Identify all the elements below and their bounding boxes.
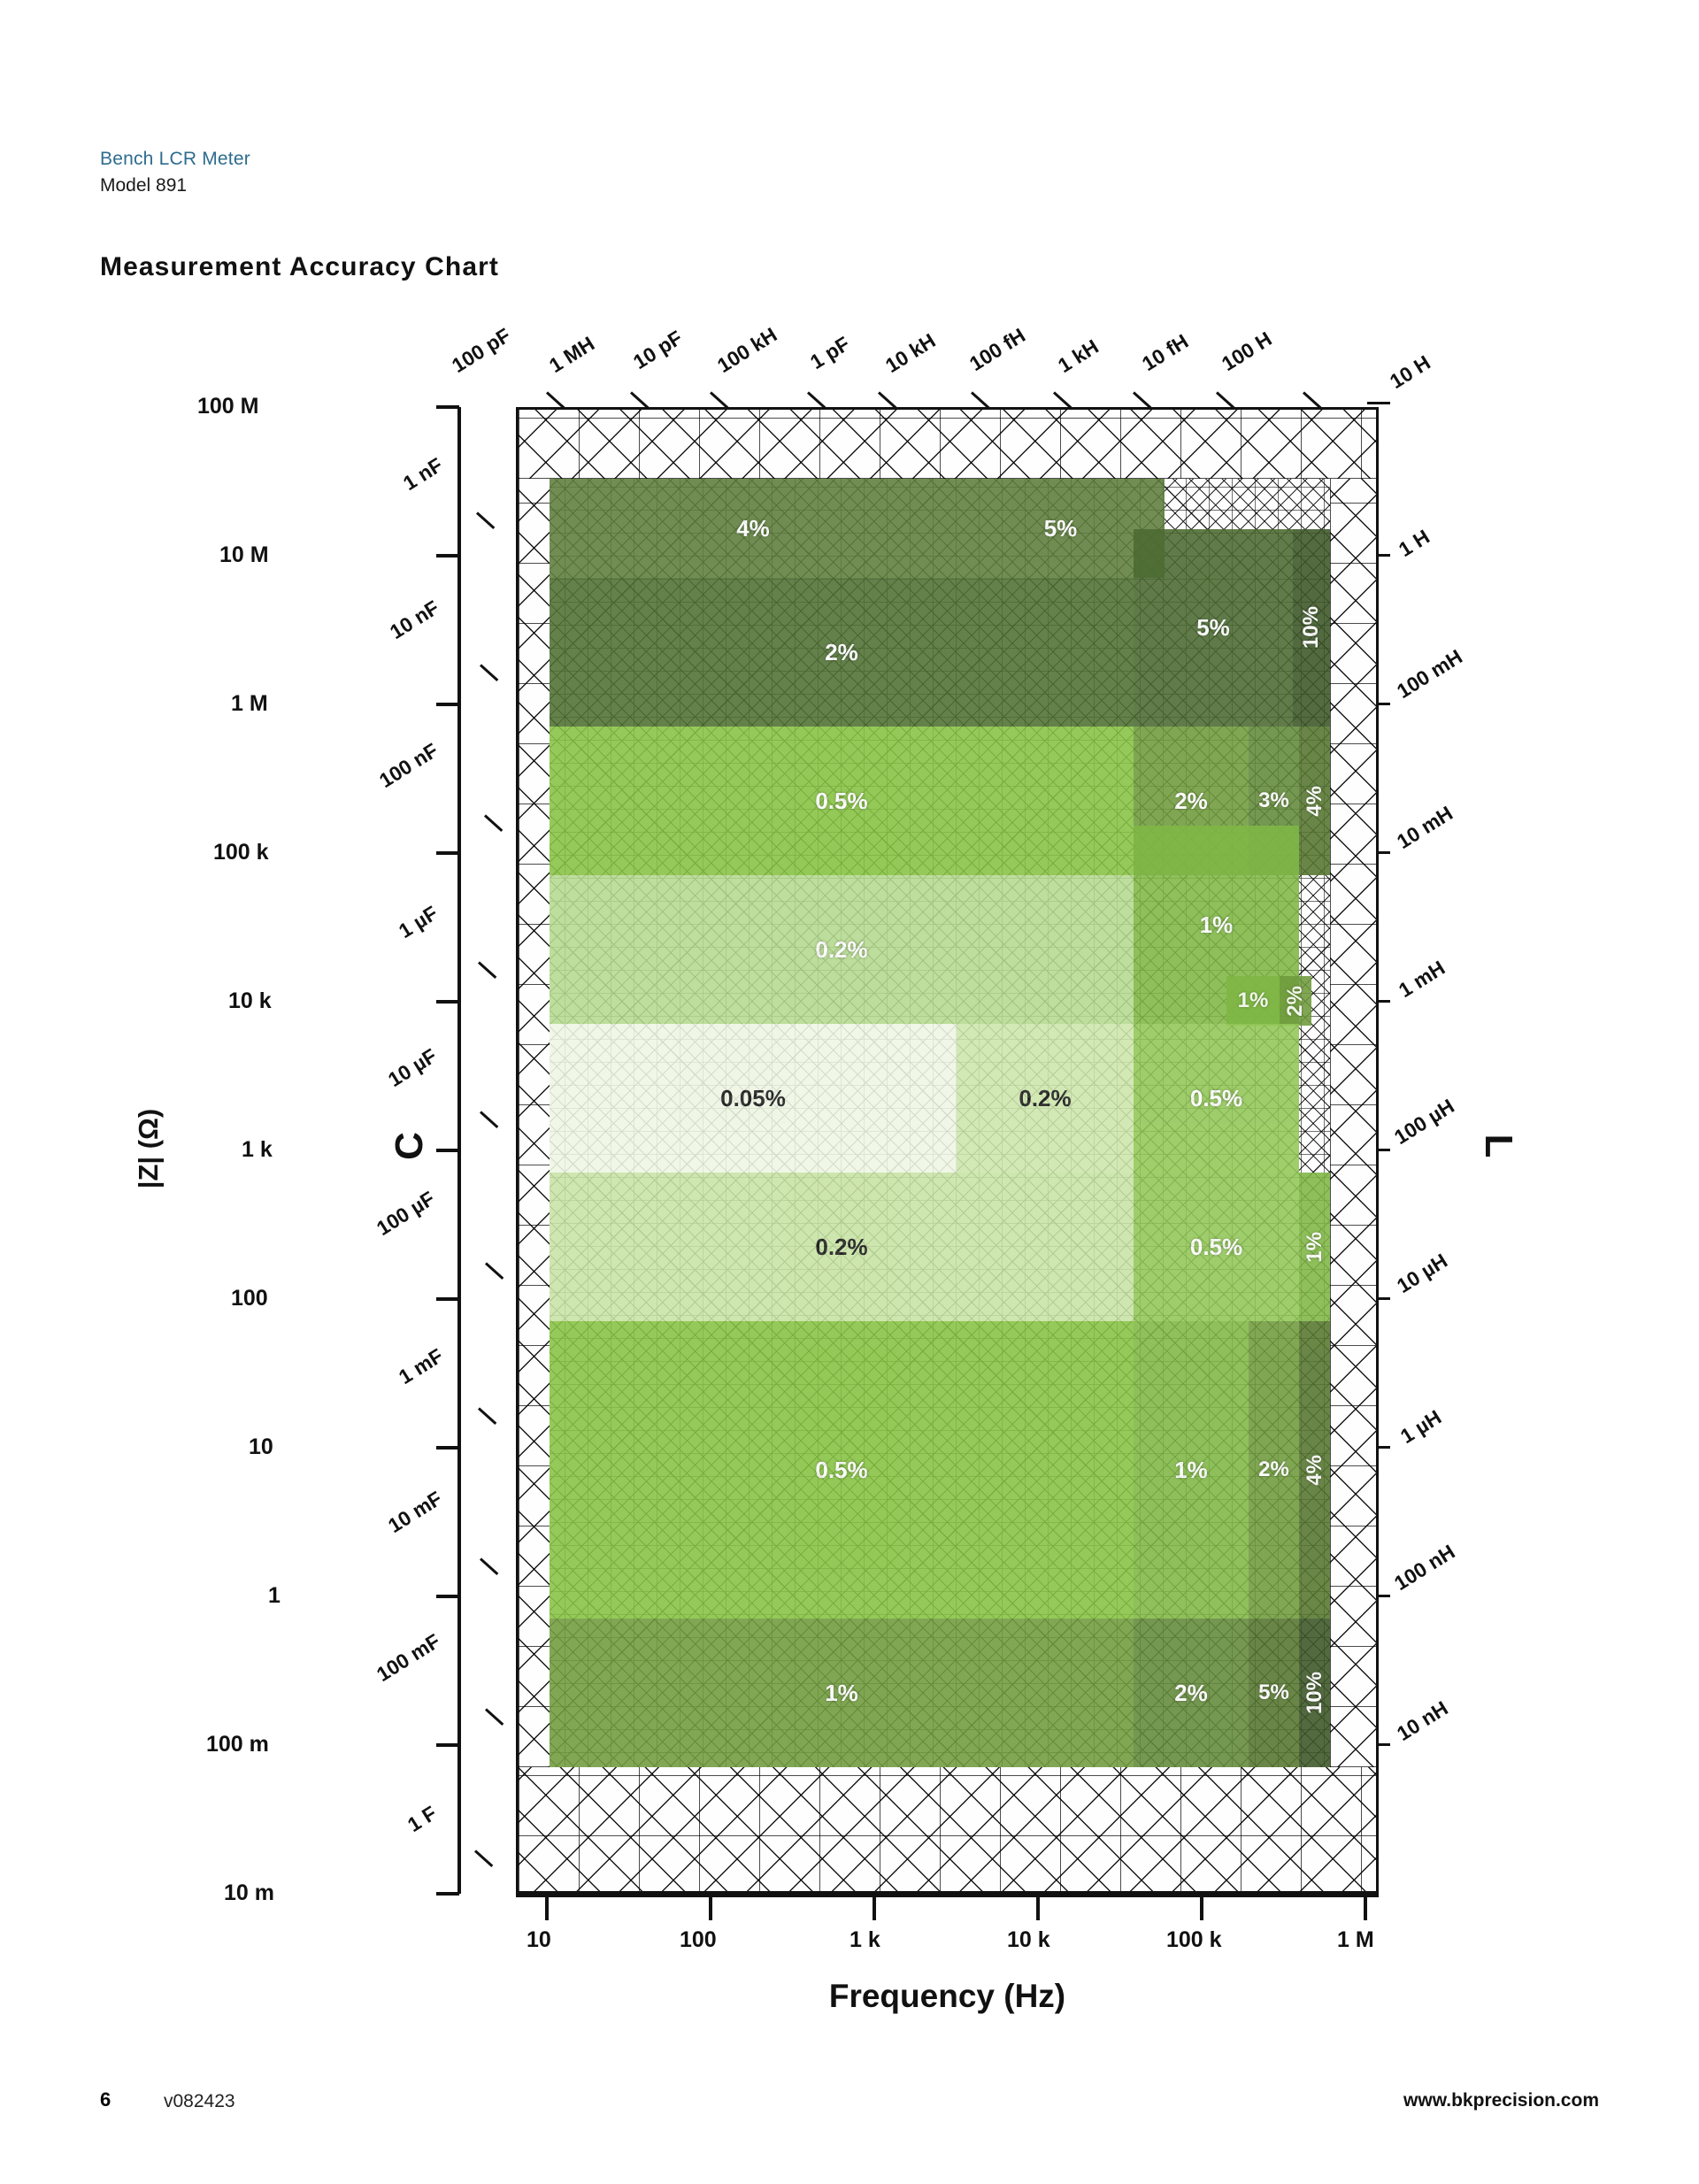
top-tick-label: 10 fH (1137, 329, 1193, 376)
accuracy-cell: 0.2% (550, 1173, 1134, 1321)
accuracy-cell: 1% (1299, 1173, 1330, 1321)
x-tick-mark (1200, 1897, 1203, 1920)
c-tick-label: 1 µF (394, 901, 442, 943)
y-tick-label: 100 (231, 1286, 268, 1311)
y-tick-label: 1 (268, 1583, 281, 1608)
c-tick-label: 100 µF (372, 1186, 439, 1241)
accuracy-cell: 5% (957, 479, 1165, 578)
y-tick-label: 100 k (213, 840, 269, 865)
c-tick-dash (474, 1849, 493, 1867)
l-tick-label: 10 mH (1392, 801, 1457, 854)
y-tick-mark (436, 703, 459, 706)
x-tick-label: 10 k (1007, 1927, 1050, 1952)
y-tick-label: 10 (249, 1434, 273, 1459)
plot-region[interactable] (516, 407, 1379, 1894)
y-tick-label: 1 k (242, 1137, 273, 1162)
accuracy-cell: 2% (1280, 976, 1311, 1026)
accuracy-cell: 0.5% (550, 727, 1134, 875)
accuracy-cell: 0.5% (1134, 1173, 1299, 1321)
x-axis-line (516, 1894, 1379, 1897)
top-tick-label: 10 pF (628, 326, 687, 374)
l-tick-label: 10 H (1385, 350, 1434, 394)
y-tick-mark (436, 1446, 459, 1450)
accuracy-cell: 0.5% (1134, 1024, 1299, 1173)
c-tick-dash (478, 1407, 496, 1425)
accuracy-cell: 5% (1249, 1619, 1299, 1767)
accuracy-cell: 2% (1134, 1619, 1249, 1767)
accuracy-cell: 1% (1134, 1321, 1249, 1619)
l-tick-dash (1367, 402, 1390, 404)
top-tick-label: 100 fH (965, 323, 1030, 376)
c-tick-dash (480, 1557, 498, 1575)
c-tick-label: 10 mF (383, 1486, 447, 1538)
accuracy-cell: 2% (1134, 727, 1249, 875)
accuracy-cell: 1% (1134, 826, 1299, 1024)
c-tick-label: 1 F (403, 1801, 441, 1837)
y-tick-label: 10 m (224, 1880, 274, 1905)
x-tick-label: 1 k (850, 1927, 880, 1952)
y-tick-mark (436, 1149, 459, 1152)
accuracy-cell: 4% (1299, 727, 1330, 875)
x-tick-mark (873, 1897, 876, 1920)
page-title: Measurement Accuracy Chart (100, 252, 499, 281)
x-tick-mark (709, 1897, 712, 1920)
accuracy-cell: 4% (550, 479, 957, 578)
axis-title-capacitance: C (388, 1132, 431, 1160)
l-tick-label: 10 µH (1392, 1249, 1452, 1298)
accuracy-cell: 10% (1299, 1619, 1330, 1767)
y-axis-line (457, 407, 461, 1894)
c-tick-dash (476, 511, 495, 529)
y-tick-label: 100 m (206, 1732, 269, 1757)
y-tick-label: 10 k (228, 988, 272, 1013)
x-tick-label: 1 M (1337, 1927, 1374, 1952)
x-tick-label: 100 (680, 1927, 717, 1952)
accuracy-cell: 3% (1249, 727, 1299, 875)
c-tick-dash (480, 1111, 498, 1128)
axis-title-inductance: L (1477, 1134, 1520, 1158)
accuracy-cell: 0.2% (957, 1024, 1134, 1173)
c-tick-dash (485, 1708, 504, 1726)
l-tick-label: 100 µH (1389, 1094, 1458, 1150)
accuracy-cell: 1% (550, 1619, 1134, 1767)
page-footer (0, 2088, 1699, 2142)
x-tick-mark (1036, 1897, 1040, 1920)
top-tick-label: 1 MH (544, 331, 599, 378)
y-tick-mark (436, 554, 459, 558)
c-tick-label: 1 mF (394, 1343, 448, 1389)
y-tick-mark (436, 851, 459, 855)
l-tick-label: 1 mH (1394, 956, 1449, 1003)
hatch-border-right (1330, 479, 1379, 1767)
l-tick-label: 100 mH (1392, 644, 1467, 704)
l-tick-label: 10 nH (1392, 1696, 1452, 1746)
c-tick-label: 10 µF (383, 1043, 441, 1092)
document-version: v082423 (164, 2091, 235, 2111)
top-tick-label: 1 kH (1053, 335, 1103, 378)
y-tick-mark (436, 1000, 459, 1004)
y-tick-mark (436, 1595, 459, 1598)
axis-title-impedance: |Z| (Ω) (133, 1108, 164, 1189)
l-tick-label: 1 µH (1395, 1405, 1446, 1449)
c-tick-dash (480, 664, 498, 681)
accuracy-chart (100, 292, 1604, 2018)
accuracy-cell: 10% (1293, 529, 1330, 727)
product-name: Bench LCR Meter (100, 149, 250, 169)
page-number: 6 (100, 2088, 111, 2111)
top-tick-label: 10 kH (880, 328, 940, 378)
top-tick-label: 100 kH (712, 322, 781, 378)
model-number: Model 891 (100, 175, 188, 196)
c-tick-dash (484, 814, 503, 832)
accuracy-cell: 2% (550, 578, 1134, 727)
x-tick-label: 10 (527, 1927, 551, 1952)
c-tick-dash (485, 1262, 504, 1280)
x-tick-mark (1364, 1897, 1367, 1920)
c-tick-label: 100 nF (374, 738, 442, 793)
document-header (100, 146, 250, 200)
axis-title-frequency: Frequency (Hz) (828, 1978, 1066, 2014)
hatch-border-bottom (519, 1767, 1379, 1894)
y-tick-mark (436, 1297, 459, 1301)
top-tick-label: 100 H (1217, 327, 1276, 376)
y-tick-mark (436, 405, 459, 409)
y-tick-label: 1 M (231, 691, 268, 716)
l-tick-label: 100 nH (1389, 1540, 1459, 1596)
top-tick-label: 100 pF (447, 323, 515, 378)
l-tick-label: 1 H (1394, 525, 1434, 562)
c-tick-label: 1 nF (398, 452, 447, 496)
accuracy-cell: 2% (1249, 1321, 1299, 1619)
y-tick-mark (436, 1743, 459, 1747)
c-tick-dash (478, 961, 496, 979)
accuracy-cell: 4% (1299, 1321, 1330, 1619)
x-tick-label: 100 k (1166, 1927, 1222, 1952)
y-tick-label: 100 M (197, 394, 259, 419)
c-tick-label: 100 mF (372, 1629, 444, 1687)
accuracy-cell: 5% (1134, 529, 1293, 727)
accuracy-cell: 1% (1226, 976, 1280, 1026)
accuracy-cell: 0.5% (550, 1321, 1134, 1619)
hatch-border-left (519, 479, 550, 1767)
y-tick-mark (436, 1892, 459, 1896)
y-tick-label: 10 M (219, 542, 269, 567)
accuracy-cell: 0.05% (550, 1024, 957, 1173)
website-link[interactable]: www.bkprecision.com (1403, 2090, 1599, 2111)
hatch-border-top (519, 410, 1379, 479)
c-tick-label: 10 nF (385, 596, 443, 644)
x-tick-mark (545, 1897, 549, 1920)
top-tick-label: 1 pF (805, 331, 854, 374)
accuracy-cell: 0.2% (550, 875, 1134, 1024)
